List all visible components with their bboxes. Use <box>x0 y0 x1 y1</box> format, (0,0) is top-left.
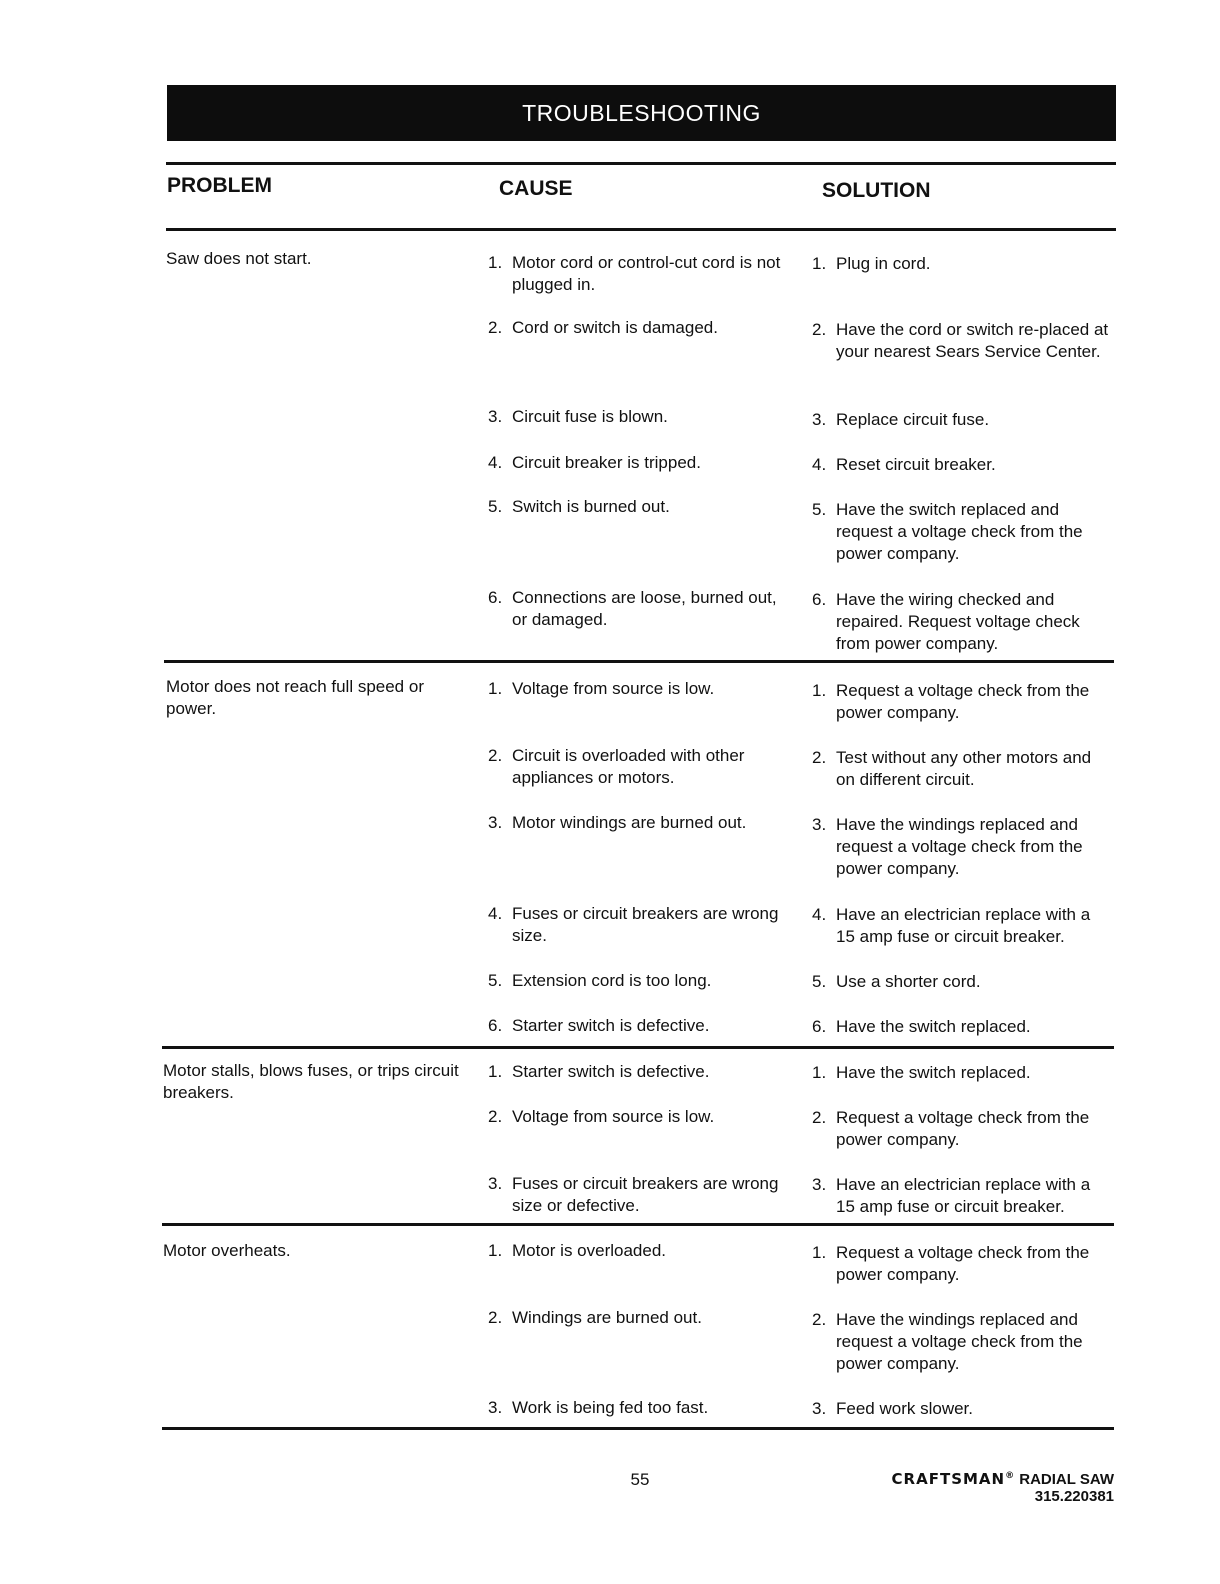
cause-text: Fuses or circuit breakers are wrong size. <box>512 904 779 945</box>
cause-number: 2. <box>488 318 503 337</box>
solution-item <box>812 1016 1112 1038</box>
cause-number: 1. <box>488 1241 503 1260</box>
solution-item <box>812 409 1112 431</box>
solution-item <box>812 814 1112 880</box>
cause-number: 5. <box>488 971 503 990</box>
cause-text: Motor windings are burned out. <box>512 813 747 832</box>
header-bottom-rule <box>166 228 1116 231</box>
cause-number: 2. <box>488 1107 503 1126</box>
solution-text: Reset circuit breaker. <box>836 455 996 474</box>
solution-item <box>812 253 1112 275</box>
solution-item <box>812 1174 1112 1218</box>
cause-column-header: CAUSE <box>499 177 573 200</box>
solution-text: Have the switch replaced. <box>836 1063 1031 1082</box>
cause-item <box>488 452 788 474</box>
table-bottom-rule <box>162 1427 1114 1430</box>
cause-text: Connections are loose, burned out, or damaged. <box>512 588 777 629</box>
cause-text: Circuit fuse is blown. <box>512 407 668 426</box>
solution-text: Test without any other motors and on different circuit. <box>836 748 1092 789</box>
cause-number: 3. <box>488 407 503 426</box>
cause-text: Motor cord or control-cut cord is not plugged in. <box>512 253 781 294</box>
solution-text: Have the switch replaced. <box>836 1017 1031 1036</box>
solution-text: Have an electrician replace with a 15 amp fuse or circuit breaker. <box>836 905 1091 946</box>
cause-text: Circuit is overloaded with other appliances or motors. <box>512 746 745 787</box>
solution-text: Replace circuit fuse. <box>836 410 990 429</box>
solution-number: 4. <box>812 905 827 924</box>
problem-column-header: PROBLEM <box>167 174 272 197</box>
product-name: RADIAL SAW 315.220381 <box>1019 1471 1114 1505</box>
cause-text: Circuit breaker is tripped. <box>512 453 701 472</box>
solution-text: Have an electrician replace with a 15 amp fuse or circuit breaker. <box>836 1175 1091 1216</box>
header-top-rule <box>166 162 1116 165</box>
solution-item <box>812 971 1112 993</box>
cause-item <box>488 1015 788 1037</box>
cause-number: 1. <box>488 679 503 698</box>
problem-text: Motor overheats. <box>163 1241 291 1260</box>
cause-number: 3. <box>488 1174 503 1193</box>
cause-item <box>488 317 788 339</box>
cause-number: 4. <box>488 904 503 923</box>
cause-text: Voltage from source is low. <box>512 679 715 698</box>
craftsman-logo: CRAFTSMAN® <box>891 1470 1016 1488</box>
solution-item <box>812 747 1112 791</box>
problem-text: Motor does not reach full speed or power. <box>166 677 424 718</box>
cause-item <box>488 678 788 700</box>
cause-text: Voltage from source is low. <box>512 1107 715 1126</box>
cause-number: 2. <box>488 1308 503 1327</box>
solution-text: Feed work slower. <box>836 1399 973 1418</box>
solution-item <box>812 680 1112 724</box>
cause-text: Starter switch is defective. <box>512 1062 710 1081</box>
cause-item <box>488 903 788 947</box>
cause-text: Windings are burned out. <box>512 1308 702 1327</box>
section-divider <box>164 660 1114 663</box>
cause-item <box>488 252 788 296</box>
cause-number: 6. <box>488 1016 503 1035</box>
solution-number: 6. <box>812 590 827 609</box>
cause-text: Work is being fed too fast. <box>512 1398 709 1417</box>
cause-text: Fuses or circuit breakers are wrong size or defective. <box>512 1174 779 1215</box>
solution-text: Have the windings replaced and request a voltage check from the power company. <box>836 815 1083 878</box>
solution-number: 5. <box>812 972 827 991</box>
solution-item <box>812 1062 1112 1084</box>
solution-item <box>812 1242 1112 1286</box>
page-number: 55 <box>630 1470 650 1489</box>
cause-item <box>488 812 788 834</box>
solution-number: 3. <box>812 1175 827 1194</box>
section-divider <box>162 1046 1114 1049</box>
solution-number: 3. <box>812 1399 827 1418</box>
cause-item <box>488 1397 788 1419</box>
solution-text: Have the windings replaced and request a voltage check from the power company. <box>836 1310 1083 1373</box>
solution-item <box>812 1107 1112 1151</box>
cause-number: 4. <box>488 453 503 472</box>
footer-brand <box>818 1470 1114 1505</box>
solution-item <box>812 589 1112 655</box>
solution-item <box>812 1398 1112 1420</box>
solution-number: 2. <box>812 748 827 767</box>
cause-number: 3. <box>488 1398 503 1417</box>
problem-text: Motor stalls, blows fuses, or trips circuit breakers. <box>163 1061 459 1102</box>
solution-text: Plug in cord. <box>836 254 931 273</box>
cause-number: 3. <box>488 813 503 832</box>
solution-text: Request a voltage check from the power company. <box>836 1243 1090 1284</box>
cause-number: 2. <box>488 746 503 765</box>
solution-number: 2. <box>812 1310 827 1329</box>
cause-text: Starter switch is defective. <box>512 1016 710 1035</box>
cause-text: Extension cord is too long. <box>512 971 712 990</box>
solution-number: 1. <box>812 1063 827 1082</box>
solution-text: Have the wiring checked and repaired. Request voltage check from power company. <box>836 590 1080 653</box>
cause-item <box>488 745 788 789</box>
solution-column-header: SOLUTION <box>822 179 931 202</box>
solution-item <box>812 319 1112 363</box>
section-divider <box>162 1223 1114 1226</box>
cause-number: 6. <box>488 588 503 607</box>
cause-item <box>488 1061 788 1083</box>
solution-item <box>812 499 1112 565</box>
cause-item <box>488 1307 788 1329</box>
solution-number: 3. <box>812 410 827 429</box>
problem-text: Saw does not start. <box>166 249 312 268</box>
solution-number: 1. <box>812 1243 827 1262</box>
page-title: TROUBLESHOOTING <box>167 85 1116 141</box>
cause-number: 1. <box>488 1062 503 1081</box>
cause-text: Cord or switch is damaged. <box>512 318 718 337</box>
cause-item <box>488 496 788 518</box>
cause-item <box>488 406 788 428</box>
cause-item <box>488 587 788 631</box>
solution-text: Request a voltage check from the power company. <box>836 1108 1090 1149</box>
solution-number: 2. <box>812 320 827 339</box>
solution-text: Have the switch replaced and request a voltage check from the power company. <box>836 500 1083 563</box>
cause-text: Switch is burned out. <box>512 497 670 516</box>
cause-item <box>488 970 788 992</box>
solution-number: 6. <box>812 1017 827 1036</box>
solution-item <box>812 454 1112 476</box>
cause-item <box>488 1240 788 1262</box>
cause-item <box>488 1106 788 1128</box>
solution-text: Request a voltage check from the power company. <box>836 681 1090 722</box>
solution-number: 1. <box>812 681 827 700</box>
solution-number: 1. <box>812 254 827 273</box>
solution-item <box>812 1309 1112 1375</box>
solution-text: Have the cord or switch re-placed at your nearest Sears Service Center. <box>836 320 1109 361</box>
solution-text: Use a shorter cord. <box>836 972 981 991</box>
solution-number: 2. <box>812 1108 827 1127</box>
cause-number: 1. <box>488 253 503 272</box>
cause-number: 5. <box>488 497 503 516</box>
cause-item <box>488 1173 788 1217</box>
cause-text: Motor is overloaded. <box>512 1241 667 1260</box>
solution-number: 4. <box>812 455 827 474</box>
solution-number: 3. <box>812 815 827 834</box>
solution-number: 5. <box>812 500 827 519</box>
solution-item <box>812 904 1112 948</box>
